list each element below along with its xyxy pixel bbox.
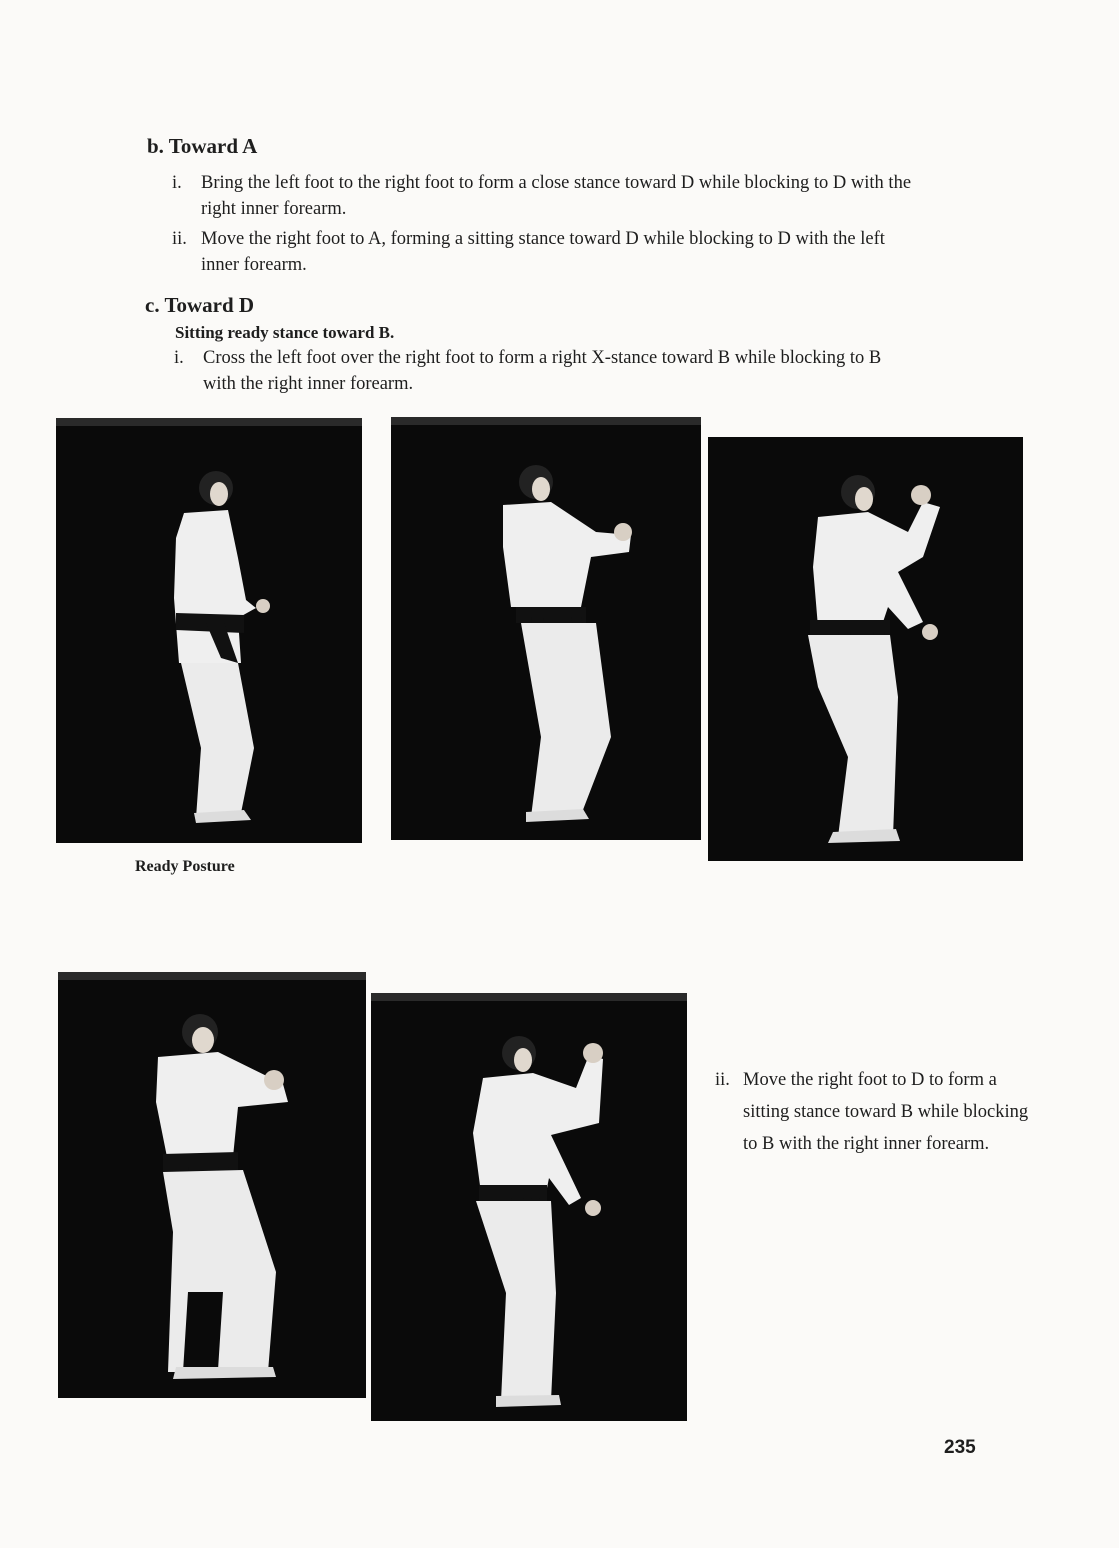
photo-x-stance-front <box>58 972 366 1398</box>
page-number: 235 <box>944 1437 976 1458</box>
section-b-heading: b. Toward A <box>147 134 258 158</box>
photo-caption: Ready Posture <box>135 858 235 875</box>
photo-sitting-stance <box>371 993 687 1421</box>
step-text: Cross the left foot over the right foot to form a right X-stance toward B while blocking to B with the right inner forearm. <box>203 348 882 394</box>
step-number: i. <box>172 173 182 193</box>
step-number: ii. <box>715 1070 730 1090</box>
step-text: Move the right foot to A, forming a sitting stance toward D while blocking to D with the left inner forearm. <box>201 229 885 275</box>
photo-x-stance <box>708 437 1023 861</box>
section-c-subheading: Sitting ready stance toward B. <box>175 323 395 342</box>
figure-illustration <box>391 417 701 840</box>
section-c-step-1 <box>174 345 914 397</box>
figure-illustration <box>56 418 362 843</box>
figure-illustration <box>708 437 1023 861</box>
photo-ready-posture <box>56 418 362 843</box>
step-text: Bring the left foot to the right foot to form a close stance toward D while blocking to D with the right inner forearm. <box>201 173 912 219</box>
figure-illustration <box>371 993 687 1421</box>
step-text: Move the right foot to D to form a sitting stance toward B while blocking to B with the right inner forearm. <box>743 1070 1029 1154</box>
photo-close-stance <box>391 417 701 840</box>
figure-illustration <box>58 972 366 1398</box>
section-b-step-1 <box>172 170 912 222</box>
section-c-step-2 <box>715 1064 1045 1160</box>
section-c-heading: c. Toward D <box>145 293 255 317</box>
section-b-step-2 <box>172 226 912 278</box>
step-number: i. <box>174 348 184 368</box>
step-number: ii. <box>172 229 187 249</box>
